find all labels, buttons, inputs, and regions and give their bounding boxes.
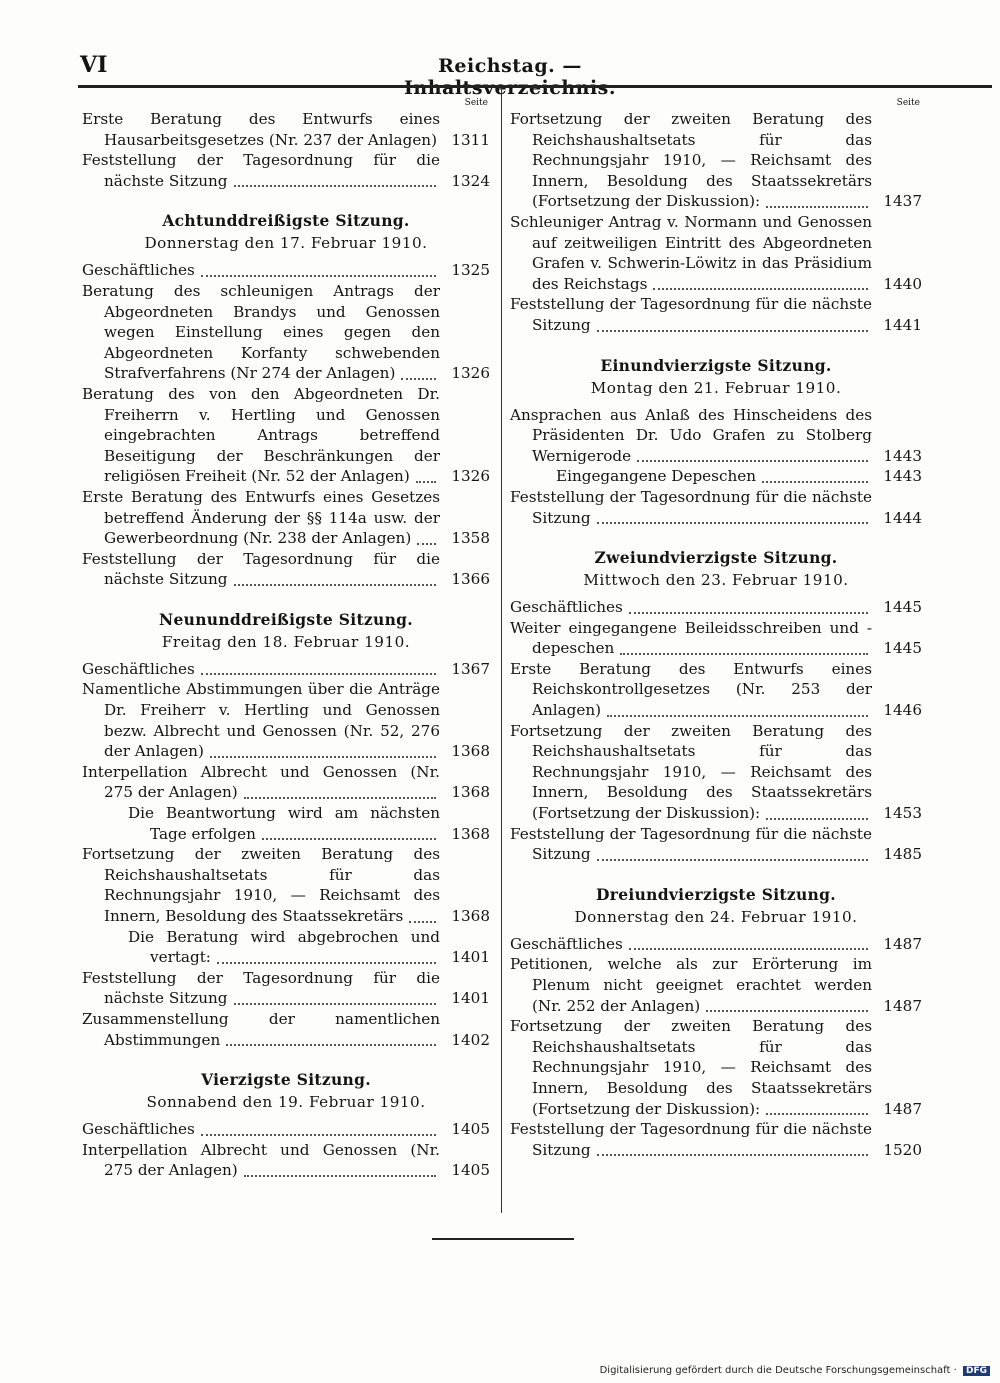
toc-entry-text: Feststellung der Tagesordnung für die nächste Sitzung [510,1120,872,1159]
toc-entry [82,384,490,487]
toc-entry-text: Eingegangene Depeschen [556,467,757,486]
toc-entry-text: Erste Beratung des Entwurfs eines Gesetzes betreffend Änderung der §§ 114a usw. der Gewerbeordnung (Nr. 238 der Anlagen) [82,487,440,548]
dot-leader [597,522,868,524]
session-date: Montag den 21. Februar 1910. [590,378,842,397]
dot-leader [417,543,436,545]
dot-leader [201,275,436,277]
toc-entry-text: Die Beratung wird abgebrochen und vertagt: [128,927,440,967]
toc-entry-text: Beratung des von den Abgeordneten Dr. Freiherrn v. Hertling und Genossen eingebrachten Antrags betreffend Beseitigung der Beschränkungen der religiösen Freiheit (Nr. 52 der Anlagen) [82,384,440,486]
dot-leader [201,673,436,675]
dot-leader [766,1113,868,1115]
toc-entry-text: Erste Beratung des Entwurfs eines Reichskontrollgesetzes (Nr. 253 der Anlagen) [510,659,872,720]
toc-entry-text: Erste Beratung des Entwurfs eines Hausarbeitsgesetzes (Nr. 237 der Anlagen) [82,110,440,149]
dot-leader [607,715,868,717]
column-divider [501,88,502,1213]
toc-entry-page: 1358 [451,529,490,548]
toc-entry [510,1016,922,1119]
toc-entry [82,260,490,281]
dot-leader [226,1044,436,1046]
toc-entry-page: 1326 [451,467,490,486]
header-rule [78,85,992,88]
session-title: Vierzigste Sitzung. [201,1070,371,1090]
toc-entry-page: 1368 [451,742,490,761]
dot-leader [210,756,436,758]
toc-entry-text: Geschäftliches [510,598,623,617]
toc-entry-text: Namentliche Abstimmungen über die Anträge Dr. Freiherr v. Hertling und Genossen bezw. Albrecht und Genossen (Nr. 52, 276 der Anlagen) [82,680,440,761]
toc-entry [510,597,922,618]
toc-entry-page: 1453 [883,804,922,823]
seite-label: Seite [896,98,920,108]
toc-entry-page: 1405 [451,1161,490,1180]
toc-entry [510,954,922,1016]
toc-entry [82,281,490,384]
toc-entry-page: 1446 [883,701,922,720]
toc-entry-text: Feststellung der Tagesordnung für die nächste Sitzung [82,151,440,190]
dot-leader [401,378,436,380]
footer [600,1365,990,1376]
toc-entry-page: 1443 [883,446,922,465]
dot-leader [597,1154,868,1156]
toc-entry [82,927,490,968]
toc-entry-page: 1402 [451,1030,490,1049]
toc-entry-page: 1444 [883,508,922,527]
toc-entry-text: Die Beantwortung wird am nächsten Tage erfolgen [128,804,440,843]
toc-entry [82,659,490,680]
toc-entry [510,934,922,955]
toc-entry-text: Ansprachen aus Anlaß des Hinscheidens des Präsidenten Dr. Udo Grafen zu Stolberg Wernigerode [510,405,872,465]
page-number: VI [80,52,108,78]
seite-label: Seite [464,98,488,108]
dfg-logo: DFG [963,1366,990,1376]
toc-entry-text: Interpellation Albrecht und Genossen (Nr. 275 der Anlagen) [82,1140,440,1180]
dot-leader [234,1003,437,1005]
toc-entry-page: 1367 [451,659,490,678]
toc-entry [510,294,922,335]
toc-entry-text: Feststellung der Tagesordnung für die nächste Sitzung [82,968,440,1008]
session-date: Donnerstag den 17. Februar 1910. [144,234,428,253]
toc-entry [510,487,922,528]
toc-entry-text: Feststellung der Tagesordnung für die nächste Sitzung [510,295,872,334]
toc-entry-text: Feststellung der Tagesordnung für die nächste Sitzung [510,824,872,864]
toc-entry-text: Interpellation Albrecht und Genossen (Nr. 275 der Anlagen) [82,762,440,802]
toc-entry-page: 1324 [451,171,490,190]
dot-leader [762,481,868,483]
toc-entry [510,824,922,865]
toc-entry [510,659,922,721]
toc-entry-text: Fortsetzung der zweiten Beratung des Reichshaushaltsetats für das Rechnungsjahr 1910, — Reichsamt des Innern, Besoldung des Staatssekretärs (Fortsetzung der Diskussion): [510,721,872,823]
toc-entry [510,618,922,659]
toc-entry [82,1009,490,1050]
session-date: Freitag den 18. Februar 1910. [161,632,411,651]
toc-entry [510,721,922,824]
dot-leader [637,460,868,462]
toc-entry-text: Weiter eingegangene Beileidsschreiben und -depeschen [510,618,872,658]
dot-leader [597,859,868,861]
toc-entry-page: 1366 [451,570,490,589]
toc-entry-page: 1401 [451,989,490,1008]
toc-entry [82,968,490,1009]
session-title: Achtunddreißigste Sitzung. [162,211,410,231]
toc-entry [82,762,490,803]
toc-entry [510,466,922,487]
session-title: Dreiundvierzigste Sitzung. [596,884,836,904]
dot-leader [597,330,868,332]
dot-leader [620,653,868,655]
toc-entry-text: Geschäftliches [82,1120,195,1139]
session-title: Neununddreißigste Sitzung. [159,609,413,629]
toc-entry-text: Fortsetzung der zweiten Beratung des Reichshaushaltsetats für das Rechnungsjahr 1910, — Reichsamt des Innern, Besoldung des Staatssekretärs (Fortsetzung der Diskussion): [510,1017,872,1118]
toc-entry-page: 1441 [883,315,922,334]
toc-entry [82,1119,490,1140]
session-date: Sonnabend den 19. Februar 1910. [146,1093,426,1112]
toc-entry-page: 1326 [451,364,490,383]
dot-leader [629,948,868,950]
dot-leader [244,1175,436,1177]
toc-entry [510,109,922,212]
toc-entry-page: 1487 [883,996,922,1015]
footer-text: Digitalisierung gefördert durch die Deutsche Forschungsgemeinschaft · [599,1365,957,1376]
toc-entry [82,844,490,926]
session-title: Einundvierzigste Sitzung. [600,355,832,375]
toc-entry-page: 1325 [451,261,490,280]
toc-entry-page: 1440 [883,274,922,293]
toc-entry [510,212,922,294]
toc-entry-page: 1520 [883,1140,922,1159]
bottom-rule [432,1238,574,1240]
toc-entry-text: Zusammenstellung der namentlichen Abstimmungen [82,1009,440,1049]
dot-leader [217,962,436,964]
toc-entry-page: 1437 [883,192,922,211]
toc-entry-text: Feststellung der Tagesordnung für die nächste Sitzung [82,549,440,589]
toc-entry [82,549,490,590]
toc-entry-page: 1443 [883,467,922,486]
toc-entry-text: Petitionen, welche als zur Erörterung im Plenum nicht geeignet erachtet werden (Nr. 252 der Anlagen) [510,955,872,1015]
session-date: Mittwoch den 23. Februar 1910. [583,571,849,590]
left-column [82,98,490,1181]
dot-leader [766,206,868,208]
toc-entry-page: 1368 [451,824,490,843]
right-column [510,98,922,1160]
dot-leader [653,288,868,290]
toc-entry-page: 1405 [451,1120,490,1139]
toc-entry [82,109,490,150]
toc-entry [510,405,922,467]
toc-entry-page: 1445 [883,639,922,658]
dot-leader [262,838,436,840]
dot-leader [629,612,868,614]
toc-entry-text: Geschäftliches [82,659,195,678]
toc-entry [82,487,490,549]
dot-leader [201,1134,436,1136]
toc-entry-page: 1368 [451,783,490,802]
toc-entry [82,803,490,844]
running-head: Reichstag. — Inhaltsverzeichnis. [404,55,616,99]
session-date: Donnerstag den 24. Februar 1910. [574,907,858,926]
toc-entry-text: Geschäftliches [82,261,195,280]
toc-entry-page: 1445 [883,598,922,617]
toc-entry [82,150,490,191]
toc-entry-text: Geschäftliches [510,934,623,953]
toc-entry [510,1119,922,1160]
dot-leader [234,584,437,586]
toc-entry-text: Schleuniger Antrag v. Normann und Genossen auf zeitweiligen Eintritt des Abgeordneten Grafen v. Schwerin-Löwitz in das Präsidium des Reichstags [510,212,872,293]
toc-entry [82,679,490,761]
dot-leader [409,921,436,923]
toc-entry-text: Fortsetzung der zweiten Beratung des Reichshaushaltsetats für das Rechnungsjahr 1910, — Reichsamt des Innern, Besoldung des Staatssekretärs (Fortsetzung der Diskussion): [510,110,872,211]
toc-entry-page: 1487 [883,1099,922,1118]
toc-entry-page: 1487 [883,934,922,953]
dot-leader [706,1010,868,1012]
toc-entry-page: 1401 [451,948,490,967]
toc-entry-text: Feststellung der Tagesordnung für die nächste Sitzung [510,487,872,527]
dot-leader [766,818,868,820]
toc-entry-text: Beratung des schleunigen Antrags der Abgeordneten Brandys und Genossen wegen Einstellung eines gegen den Abgeordneten Korfanty schwebenden Strafverfahrens (Nr 274 der Anlagen) [82,281,440,383]
toc-entry [82,1140,490,1181]
session-title: Zweiundvierzigste Sitzung. [594,548,838,568]
dot-leader [416,481,436,483]
dot-leader [234,185,437,187]
dot-leader [244,797,436,799]
toc-entry-text: Fortsetzung der zweiten Beratung des Reichshaushaltsetats für das Rechnungsjahr 1910, — Reichsamt des Innern, Besoldung des Staatssekretärs [82,845,440,925]
toc-entry-page: 1311 [451,130,490,149]
toc-entry-page: 1485 [883,845,922,864]
toc-entry-page: 1368 [451,907,490,925]
